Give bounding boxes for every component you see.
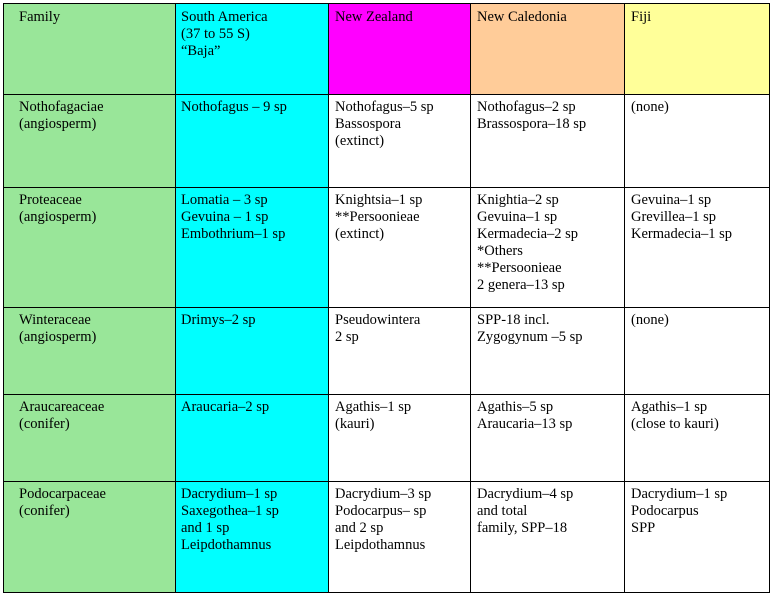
- fiji-cell: Dacrydium–1 sp Podocarpus SPP: [625, 482, 770, 593]
- header-cell-fiji: Fiji: [625, 4, 770, 95]
- header-cell-new-caledonia: New Caledonia: [471, 4, 625, 95]
- south-america-cell: Dacrydium–1 sp Saxegothea–1 sp and 1 sp Leipdothamnus: [176, 482, 329, 593]
- south-america-cell: Nothofagus – 9 sp: [176, 95, 329, 188]
- south-america-cell: Araucaria–2 sp: [176, 395, 329, 482]
- family-cell: Winteraceae (angiosperm): [4, 308, 176, 395]
- new-caledonia-cell: SPP-18 incl. Zygogynum –5 sp: [471, 308, 625, 395]
- new-caledonia-cell: Agathis–5 sp Araucaria–13 sp: [471, 395, 625, 482]
- fiji-cell: (none): [625, 95, 770, 188]
- new-zealand-cell: Agathis–1 sp (kauri): [329, 395, 471, 482]
- new-zealand-cell: Pseudowintera 2 sp: [329, 308, 471, 395]
- family-cell: Araucareaceae (conifer): [4, 395, 176, 482]
- region-comparison-table: [3, 3, 770, 593]
- fiji-cell: Agathis–1 sp (close to kauri): [625, 395, 770, 482]
- family-cell: Proteaceae (angiosperm): [4, 188, 176, 308]
- family-cell: Nothofagaciae (angiosperm): [4, 95, 176, 188]
- header-cell-south-america: South America (37 to 55 S) “Baja”: [176, 4, 329, 95]
- new-zealand-cell: Dacrydium–3 sp Podocarpus– sp and 2 sp Leipdothamnus: [329, 482, 471, 593]
- header-cell-new-zealand: New Zealand: [329, 4, 471, 95]
- new-caledonia-cell: Nothofagus–2 sp Brassospora–18 sp: [471, 95, 625, 188]
- table-row: [4, 95, 770, 188]
- table-row: [4, 395, 770, 482]
- header-row: [4, 4, 770, 95]
- new-zealand-cell: Nothofagus–5 sp Bassospora (extinct): [329, 95, 471, 188]
- new-caledonia-cell: Knightia–2 sp Gevuina–1 sp Kermadecia–2 sp *Others **Persoonieae 2 genera–13 sp: [471, 188, 625, 308]
- table-row: [4, 308, 770, 395]
- family-cell: Podocarpaceae (conifer): [4, 482, 176, 593]
- new-caledonia-cell: Dacrydium–4 sp and total family, SPP–18: [471, 482, 625, 593]
- fiji-cell: Gevuina–1 sp Grevillea–1 sp Kermadecia–1 sp: [625, 188, 770, 308]
- table-row: [4, 188, 770, 308]
- header-cell-family: Family: [4, 4, 176, 95]
- new-zealand-cell: Knightsia–1 sp **Persoonieae (extinct): [329, 188, 471, 308]
- table-row: [4, 482, 770, 593]
- south-america-cell: Drimys–2 sp: [176, 308, 329, 395]
- fiji-cell: (none): [625, 308, 770, 395]
- south-america-cell: Lomatia – 3 sp Gevuina – 1 sp Embothrium–1 sp: [176, 188, 329, 308]
